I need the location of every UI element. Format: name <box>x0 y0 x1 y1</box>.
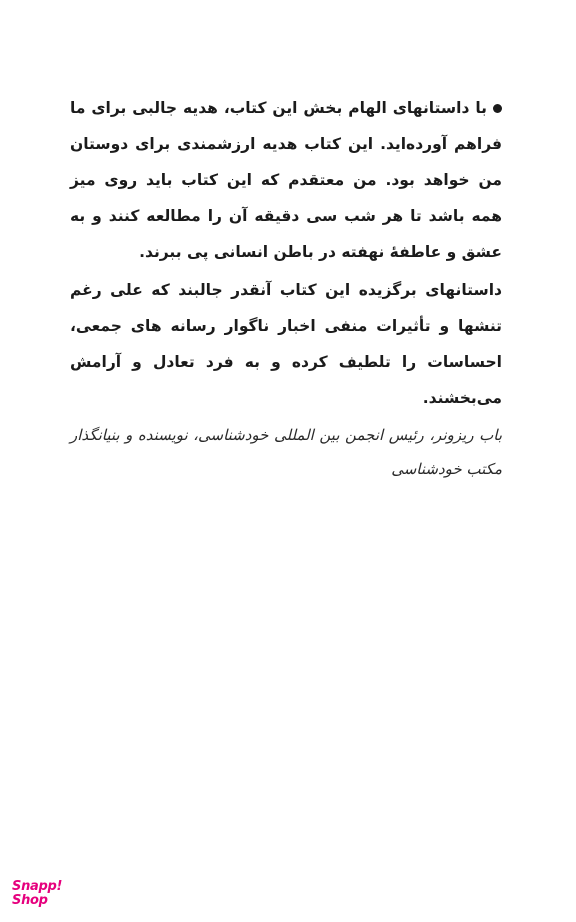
logo-line-1: Snapp! <box>12 879 63 894</box>
logo-line-2: Shop <box>12 893 48 908</box>
endorsement-text <box>70 90 502 486</box>
endorsement-paragraph-2: داستانهای برگزیده این کتاب آنقدر جالبند که علی رغم تنشها و تأثیرات منفی اخبار ناگوار رسانه های جمعی، احساسات را تلطیف کرده و به فرد تعادل و آرامش می‌بخشند. <box>70 281 502 407</box>
bullet-icon <box>493 104 502 113</box>
snappshop-logo <box>12 880 72 916</box>
endorsement-paragraph-1 <box>70 90 502 270</box>
endorsement-attribution: باب ریزونر، رئیس انجمن بین المللی خودشناسی، نویسنده و بنیانگذار مکتب خودشناسی <box>70 426 502 478</box>
paragraph-1-text: با داستانهای الهام بخش این کتاب، هدیه جالبی برای ما فراهم آورده‌اید. این کتاب هدیه ارزشمندی برای دوستان من خواهد بود. من معتقدم که این کتاب باید روی میز همه باشد تا هر شب سی دقیقه آن را مطالعه کنند و به عشق و عاطفهٔ نهفته در باطن انسانی پی ببرند. <box>70 99 502 261</box>
